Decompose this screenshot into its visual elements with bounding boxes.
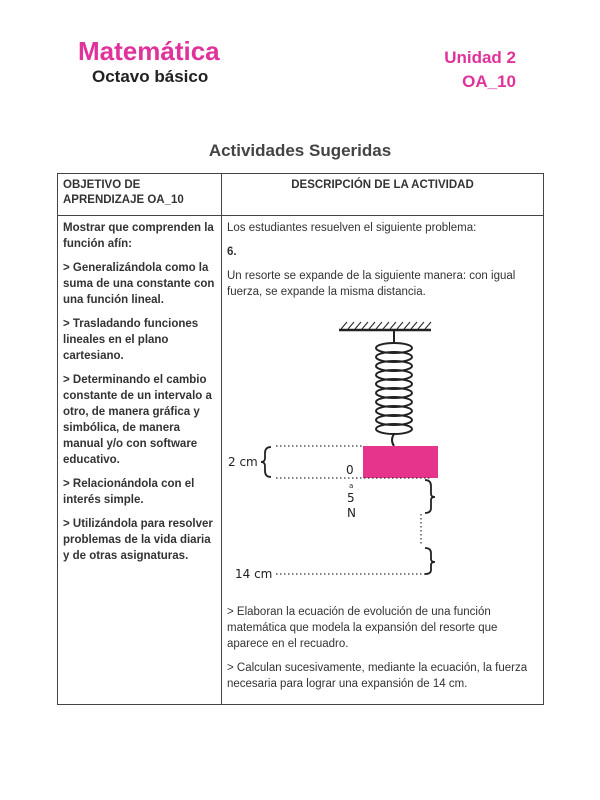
header-right [444, 46, 516, 94]
objective-column-header: OBJETIVO DE APRENDIZAJE OA_10 [58, 174, 222, 216]
problem-number: 6. [227, 246, 237, 258]
label-a: a [349, 482, 354, 490]
table-row [58, 216, 544, 705]
right-brace-upper [425, 480, 435, 513]
objective-intro: Mostrar que comprenden la función afín: [63, 222, 214, 250]
label-zero: 0 [346, 463, 354, 477]
weight-block [363, 446, 438, 478]
subject-title: Matemática [78, 36, 220, 66]
activity-task: > Calculan sucesivamente, mediante la ecuación, la fuerza necesaria para lograr una expansión de 14 cm. [227, 662, 528, 690]
unit-label: Unidad 2 [444, 48, 516, 67]
grade-label: Octavo básico [92, 67, 209, 86]
table-header-row [58, 174, 544, 216]
objective-item: > Relacionándola con el interés simple. [63, 478, 195, 506]
activity-task: > Elaboran la ecuación de evolución de una función matemática que modela la expansión del resorte que aparece en el recuadro. [227, 606, 498, 650]
header-left [78, 36, 220, 88]
description-cell [222, 216, 544, 705]
description-column-header: DESCRIPCIÓN DE LA ACTIVIDAD [222, 174, 544, 216]
label-newton: N [347, 506, 356, 520]
activity-table [57, 173, 544, 705]
spring-figure [221, 308, 531, 598]
label-five: 5 [347, 491, 355, 505]
objective-cell [58, 216, 222, 705]
activity-intro: Los estudiantes resuelven el siguiente problema: [227, 222, 477, 234]
left-brace [261, 447, 271, 477]
spring [376, 330, 412, 446]
objective-item: > Determinando el cambio constante de un intervalo a otro, de manera gráfica y simbólica, de manera manual y/o con software educativo. [63, 374, 212, 466]
label-2cm: 2 cm [228, 455, 258, 469]
section-title: Actividades Sugeridas [208, 141, 392, 160]
problem-statement: Un resorte se expande de la siguiente manera: con igual fuerza, se expande la misma distancia. [227, 270, 516, 298]
objective-item: > Generalizándola como la suma de una constante con una función lineal. [63, 262, 215, 306]
right-brace-lower [425, 548, 435, 574]
label-14cm: 14 cm [235, 567, 273, 581]
objective-item: > Trasladando funciones lineales en el plano cartesiano. [63, 318, 199, 362]
objective-item: > Utilizándola para resolver problemas de la vida diaria y de otras asignaturas. [63, 518, 213, 562]
ceiling-support [339, 322, 431, 330]
objective-code: OA_10 [462, 72, 516, 91]
